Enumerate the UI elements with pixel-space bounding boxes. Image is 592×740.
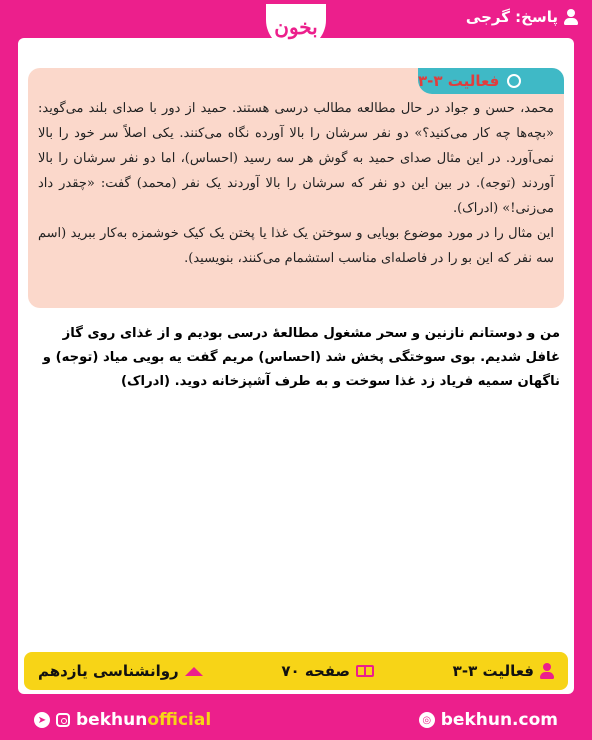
website-text[interactable]: bekhun.com	[440, 710, 558, 730]
person-icon	[564, 9, 578, 25]
footer-activity	[453, 662, 554, 680]
answer-author-label: پاسخ: گرجی	[465, 8, 558, 26]
activity-paragraph-1: محمد، حسن و جواد در حال مطالعه مطالب درسی هستند. حمید از دور با صدای بلند می‌گوید: «بچه‌ها چه کار می‌کنید؟» دو نفر سرشان را بالا آورده نگاه می‌کنند. یکی اصلاً سر خود را بالا نمی‌آورد. در این مثال صدای حمید به گوش هر سه رسید (احساس)، اما دو نفر سرشان را بالا آوردند (توجه). در بین این دو نفر که سرشان را بالا آوردند یک نفر (محمد) گفت: «چقدر داد می‌زنی!» (ادراک).	[38, 101, 554, 216]
graduation-cap-icon	[185, 667, 203, 676]
footer-subject	[38, 662, 203, 680]
activity-badge-label: فعالیت ۳-۳	[418, 72, 500, 90]
globe-icon: ◎	[419, 712, 435, 728]
activity-box	[28, 68, 564, 308]
footer-activity-label: فعالیت ۳-۳	[452, 662, 534, 680]
footer-bar	[24, 652, 568, 690]
social-handle-part2: official	[147, 710, 212, 730]
answer-author	[466, 8, 578, 26]
logo-text: بخون	[274, 15, 318, 39]
instagram-icon[interactable]	[56, 713, 70, 727]
activity-text	[38, 96, 554, 271]
footer-page-label: صفحه ۷۰	[281, 662, 351, 680]
ring-icon	[507, 74, 521, 88]
website-link[interactable]	[419, 710, 558, 730]
activity-paragraph-2: این مثال را در مورد موضوع بویایی و سوختن یک غذا یا پختن یک کیک خوشمزه به‌کار ببرید (اسم سه نفر که این بو را در فاصله‌ای مناسب استشمام می‌کنند، بنویسید).	[38, 226, 554, 266]
social-handle-part1: bekhun	[76, 710, 148, 730]
footer-subject-label: روانشناسی یازدهم	[38, 662, 179, 680]
answer-text: من و دوستانم نازنین و سحر مشغول مطالعهٔ درسی بودیم و از غذای روی گاز غافل شدیم. بوی سوختگی پخش شد (احساس) مریم گفت یه بویی میاد (توجه) و ناگهان سمیه فریاد زد غذا سوخت و به طرف آشپزخانه دوید. (ادراک)	[42, 326, 560, 389]
bottom-bar	[0, 700, 592, 740]
footer-page	[281, 662, 374, 680]
book-icon	[356, 665, 374, 677]
person-icon	[540, 663, 554, 679]
telegram-icon[interactable]: ➤	[34, 712, 50, 728]
social-handle-text[interactable]	[76, 710, 211, 730]
activity-badge	[418, 68, 564, 94]
social-handle[interactable]	[34, 710, 211, 730]
